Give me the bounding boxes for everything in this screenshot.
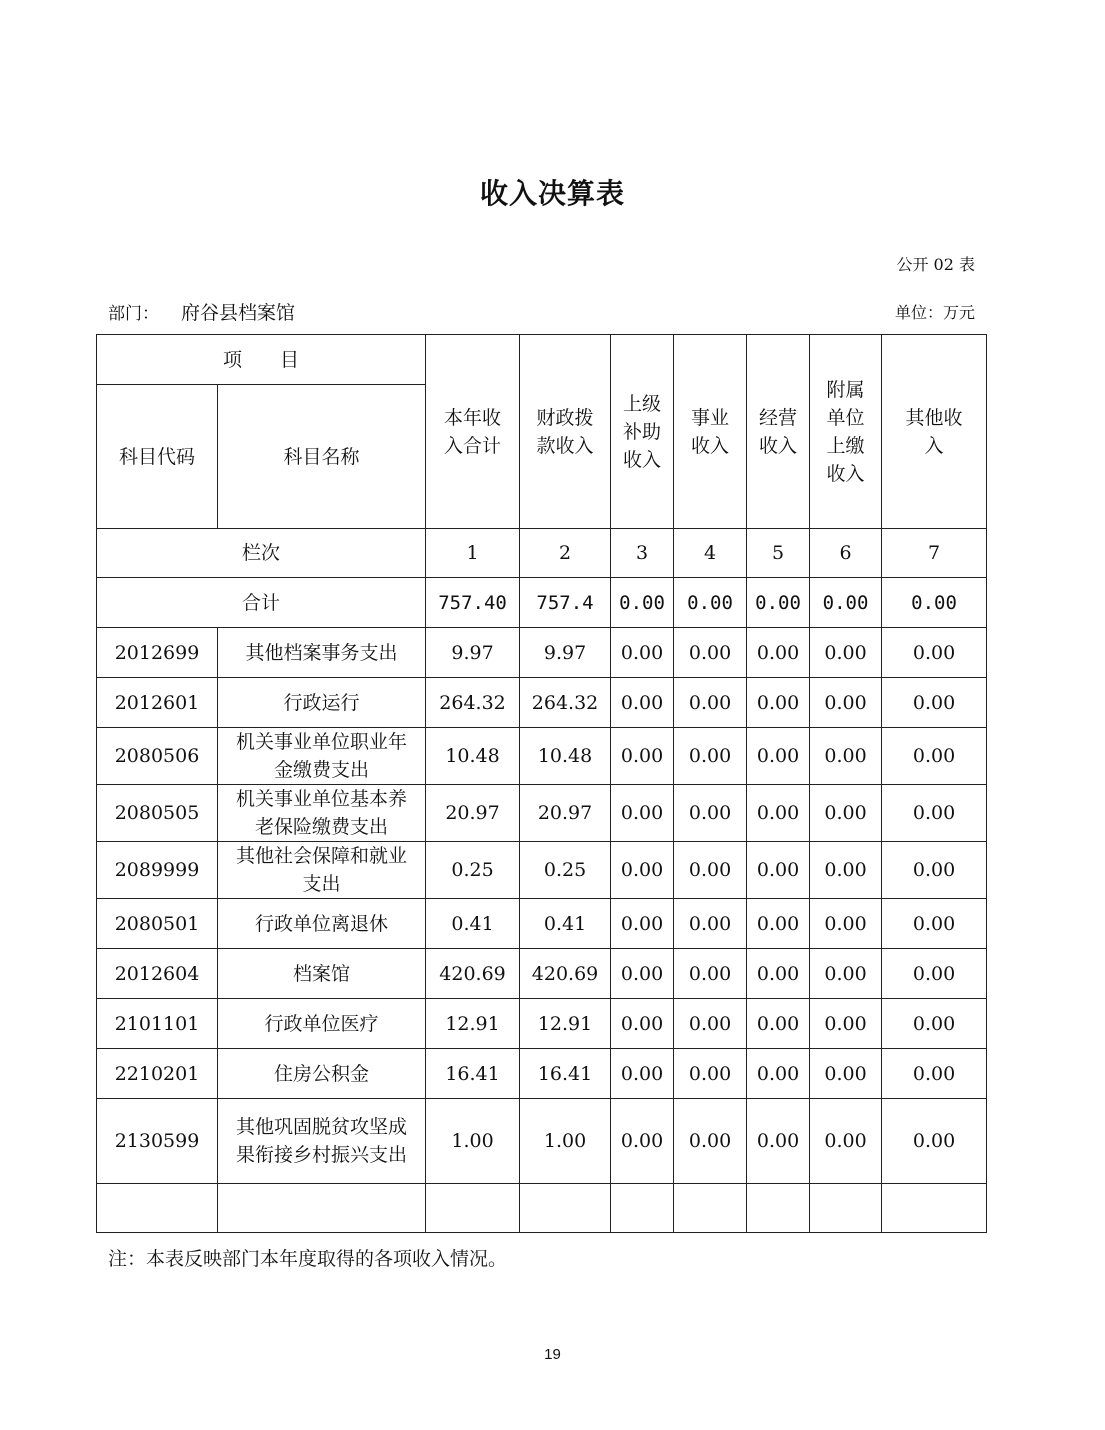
department-value: 府谷县档案馆 — [181, 302, 296, 324]
total-row — [97, 578, 987, 628]
row-value: 0.00 — [747, 628, 810, 678]
row-value: 0.25 — [520, 842, 611, 899]
empty-cell — [810, 1184, 882, 1233]
row-code: 2080505 — [97, 785, 218, 842]
row-value: 10.48 — [426, 728, 520, 785]
row-code: 2012601 — [97, 678, 218, 728]
row-name: 其他档案事务支出 — [218, 628, 426, 678]
empty-row — [97, 1184, 987, 1233]
row-value: 0.00 — [882, 999, 987, 1049]
row-value: 0.00 — [674, 949, 747, 999]
row-value: 0.41 — [426, 899, 520, 949]
lanci-row — [97, 529, 987, 578]
row-value: 0.00 — [674, 728, 747, 785]
row-code: 2130599 — [97, 1099, 218, 1184]
row-value: 0.00 — [747, 728, 810, 785]
row-value: 0.00 — [611, 678, 674, 728]
row-value: 0.00 — [882, 678, 987, 728]
empty-cell — [218, 1184, 426, 1233]
row-value: 0.00 — [810, 899, 882, 949]
row-value: 0.00 — [810, 842, 882, 899]
row-value: 0.00 — [611, 728, 674, 785]
row-value: 0.00 — [611, 1099, 674, 1184]
row-code: 2089999 — [97, 842, 218, 899]
table-row — [97, 1099, 987, 1184]
row-value: 0.25 — [426, 842, 520, 899]
row-value: 0.00 — [674, 785, 747, 842]
row-value: 420.69 — [520, 949, 611, 999]
lanci-num: 3 — [611, 529, 674, 578]
row-value: 0.00 — [674, 899, 747, 949]
row-value: 1.00 — [520, 1099, 611, 1184]
row-value: 16.41 — [520, 1049, 611, 1099]
row-value: 0.00 — [747, 999, 810, 1049]
income-table — [96, 334, 987, 1233]
lanci-num: 2 — [520, 529, 611, 578]
row-code: 2210201 — [97, 1049, 218, 1099]
row-value: 0.00 — [747, 678, 810, 728]
row-value: 420.69 — [426, 949, 520, 999]
department-line — [108, 298, 295, 325]
total-value: 757.4 — [520, 578, 611, 628]
row-name: 其他社会保障和就业支出 — [218, 842, 426, 899]
empty-cell — [882, 1184, 987, 1233]
empty-cell — [520, 1184, 611, 1233]
row-value: 12.91 — [520, 999, 611, 1049]
row-value: 0.00 — [882, 842, 987, 899]
row-value: 20.97 — [520, 785, 611, 842]
row-value: 0.00 — [674, 842, 747, 899]
row-value: 0.00 — [611, 1049, 674, 1099]
row-value: 0.00 — [747, 1099, 810, 1184]
table-row — [97, 899, 987, 949]
row-value: 0.00 — [810, 999, 882, 1049]
lanci-num: 6 — [810, 529, 882, 578]
row-name: 住房公积金 — [218, 1049, 426, 1099]
row-value: 0.00 — [674, 628, 747, 678]
row-code: 2012604 — [97, 949, 218, 999]
row-value: 0.00 — [747, 785, 810, 842]
row-value: 0.00 — [882, 785, 987, 842]
row-value: 12.91 — [426, 999, 520, 1049]
row-value: 0.00 — [882, 949, 987, 999]
row-value: 0.00 — [747, 1049, 810, 1099]
row-value: 9.97 — [520, 628, 611, 678]
row-name: 行政单位离退休 — [218, 899, 426, 949]
row-value: 0.00 — [882, 1049, 987, 1099]
row-value: 0.00 — [882, 728, 987, 785]
table-row — [97, 678, 987, 728]
row-value: 0.00 — [674, 999, 747, 1049]
table-row — [97, 949, 987, 999]
row-value: 0.00 — [611, 999, 674, 1049]
row-value: 0.00 — [611, 949, 674, 999]
empty-cell — [611, 1184, 674, 1233]
total-value: 0.00 — [747, 578, 810, 628]
header-project: 项 目 — [97, 335, 426, 385]
row-value: 0.00 — [747, 899, 810, 949]
lanci-num: 7 — [882, 529, 987, 578]
header-name: 科目名称 — [218, 385, 426, 529]
header-col6: 附属单位上缴收入 — [810, 335, 882, 529]
row-code: 2080506 — [97, 728, 218, 785]
table-row — [97, 785, 987, 842]
row-value: 0.00 — [810, 628, 882, 678]
row-value: 0.00 — [810, 1049, 882, 1099]
header-col3: 上级补助收入 — [611, 335, 674, 529]
row-value: 264.32 — [520, 678, 611, 728]
total-value: 0.00 — [611, 578, 674, 628]
row-code: 2012699 — [97, 628, 218, 678]
row-name: 档案馆 — [218, 949, 426, 999]
row-value: 0.00 — [747, 949, 810, 999]
header-col1: 本年收入合计 — [426, 335, 520, 529]
empty-cell — [674, 1184, 747, 1233]
row-value: 0.00 — [674, 1099, 747, 1184]
lanci-label: 栏次 — [97, 529, 426, 578]
empty-cell — [426, 1184, 520, 1233]
empty-cell — [747, 1184, 810, 1233]
table-row — [97, 842, 987, 899]
row-value: 0.00 — [611, 628, 674, 678]
total-value: 0.00 — [810, 578, 882, 628]
row-code: 2080501 — [97, 899, 218, 949]
row-name: 行政单位医疗 — [218, 999, 426, 1049]
row-value: 0.00 — [810, 1099, 882, 1184]
row-name: 行政运行 — [218, 678, 426, 728]
row-value: 0.00 — [747, 842, 810, 899]
header-col5: 经营收入 — [747, 335, 810, 529]
row-value: 0.00 — [810, 785, 882, 842]
row-value: 0.00 — [810, 678, 882, 728]
row-name: 机关事业单位基本养老保险缴费支出 — [218, 785, 426, 842]
total-value: 0.00 — [674, 578, 747, 628]
page-number: 19 — [544, 1346, 561, 1363]
lanci-num: 5 — [747, 529, 810, 578]
row-value: 0.00 — [674, 678, 747, 728]
row-value: 0.00 — [810, 728, 882, 785]
row-name: 其他巩固脱贫攻坚成果衔接乡村振兴支出 — [218, 1099, 426, 1184]
header-col4: 事业收入 — [674, 335, 747, 529]
total-value: 757.40 — [426, 578, 520, 628]
page-title: 收入决算表 — [479, 177, 625, 210]
department-label: 部门： — [108, 304, 159, 324]
total-value: 0.00 — [882, 578, 987, 628]
row-name: 机关事业单位职业年金缴费支出 — [218, 728, 426, 785]
unit-label: 单位：万元 — [894, 303, 975, 322]
table-row — [97, 628, 987, 678]
row-value: 0.00 — [611, 842, 674, 899]
row-value: 20.97 — [426, 785, 520, 842]
row-value: 0.41 — [520, 899, 611, 949]
row-value: 0.00 — [611, 899, 674, 949]
row-code: 2101101 — [97, 999, 218, 1049]
footnote: 注：本表反映部门本年度取得的各项收入情况。 — [108, 1248, 508, 1270]
form-number: 公开 02 表 — [896, 255, 975, 274]
row-value: 9.97 — [426, 628, 520, 678]
lanci-num: 4 — [674, 529, 747, 578]
header-col2: 财政拨款收入 — [520, 335, 611, 529]
row-value: 0.00 — [810, 949, 882, 999]
row-value: 16.41 — [426, 1049, 520, 1099]
lanci-num: 1 — [426, 529, 520, 578]
row-value: 0.00 — [674, 1049, 747, 1099]
row-value: 1.00 — [426, 1099, 520, 1184]
row-value: 10.48 — [520, 728, 611, 785]
table-row — [97, 999, 987, 1049]
header-code: 科目代码 — [97, 385, 218, 529]
header-col7: 其他收入 — [882, 335, 987, 529]
row-value: 0.00 — [611, 785, 674, 842]
table-row — [97, 728, 987, 785]
row-value: 0.00 — [882, 899, 987, 949]
empty-cell — [97, 1184, 218, 1233]
row-value: 0.00 — [882, 628, 987, 678]
total-label: 合计 — [97, 578, 426, 628]
row-value: 264.32 — [426, 678, 520, 728]
table-row — [97, 1049, 987, 1099]
row-value: 0.00 — [882, 1099, 987, 1184]
